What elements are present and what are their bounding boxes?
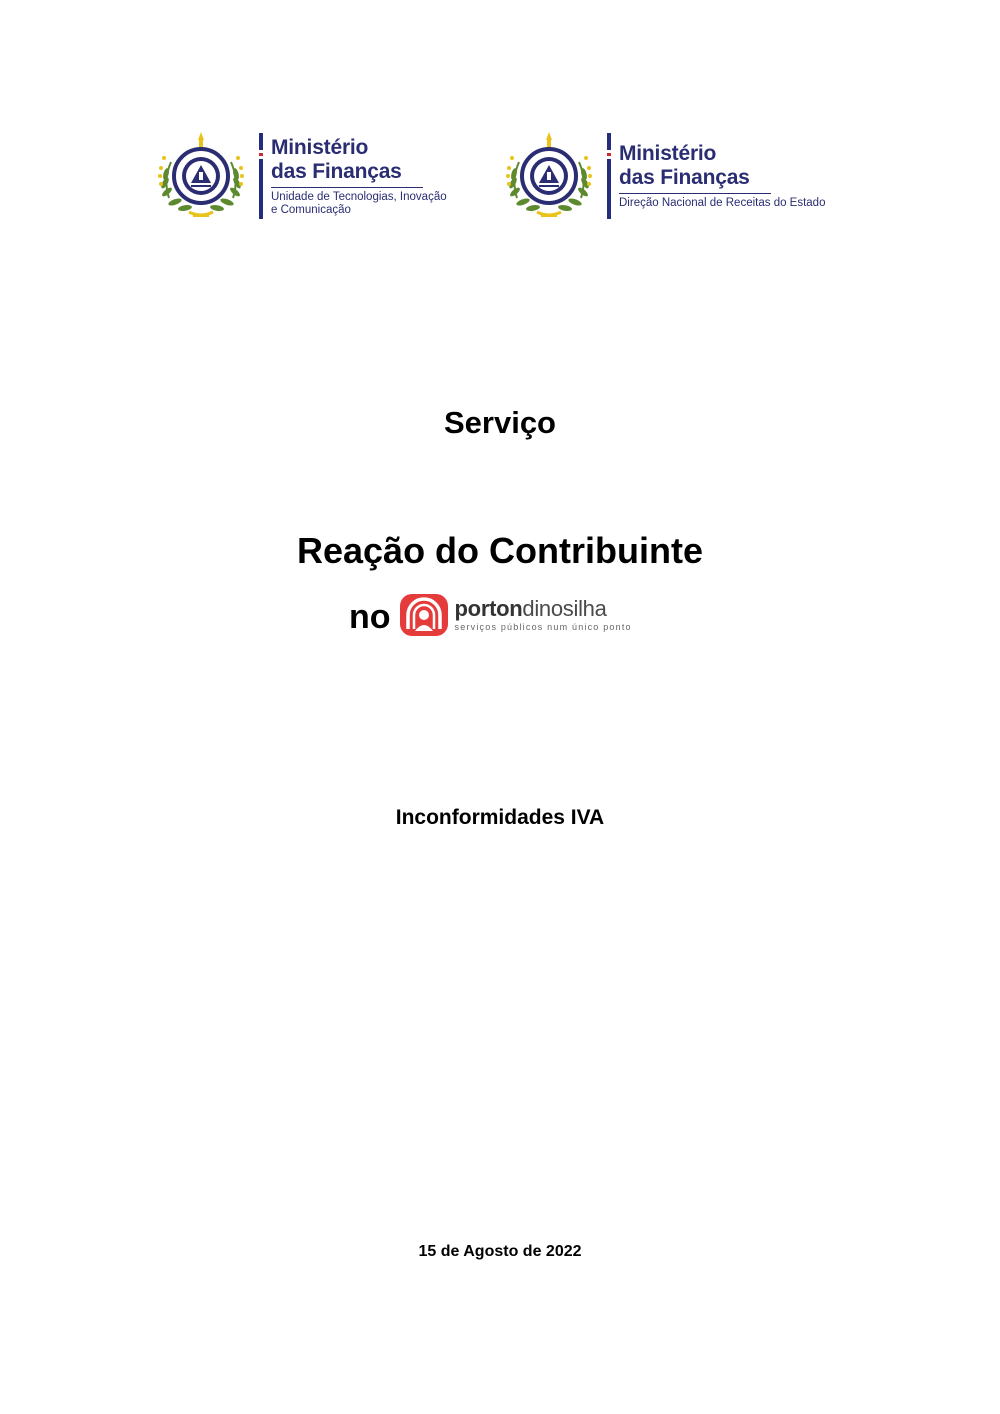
logo-rule [619,193,771,194]
logo-divider [607,133,611,219]
logo-title-line2: das Finanças [619,166,750,189]
document-subject: Inconformidades IVA [395,806,605,829]
logo-title-line1: Ministério [271,135,369,159]
porton-wordmark [455,597,632,633]
porton-name-bold: porton [454,595,523,621]
platform-line [349,592,632,637]
service-label: Serviço [443,405,556,440]
logo-title-line2: das Finanças [271,159,402,183]
cabo-verde-emblem-icon [503,128,595,224]
logo-title-line1: Ministério [619,142,717,165]
logo-subtitle-line2: e Comunicação [271,203,351,216]
porton-name-light: dinosilha [522,595,607,621]
logo-rule [271,187,423,188]
document-title: Reação do Contribuinte [296,530,704,571]
logo-subtitle-line1: Unidade de Tecnologias, Inovação [271,190,447,203]
porton-tagline: serviços públicos num único ponto [454,621,632,632]
cabo-verde-emblem-icon [155,128,247,224]
porton-name [455,597,632,621]
logo-divider [259,133,263,219]
document-date: 15 de Agosto de 2022 [418,1243,582,1260]
porton-user-icon [399,593,449,637]
logo-ministerio-dnre [503,128,825,224]
logo-subtitle-line1: Direção Nacional de Receitas do Estado [619,197,826,209]
logo-text-block [271,136,447,217]
connector-word: no [349,598,391,636]
logo-text-block [619,142,825,210]
logo-ministerio-uitec [155,128,447,224]
